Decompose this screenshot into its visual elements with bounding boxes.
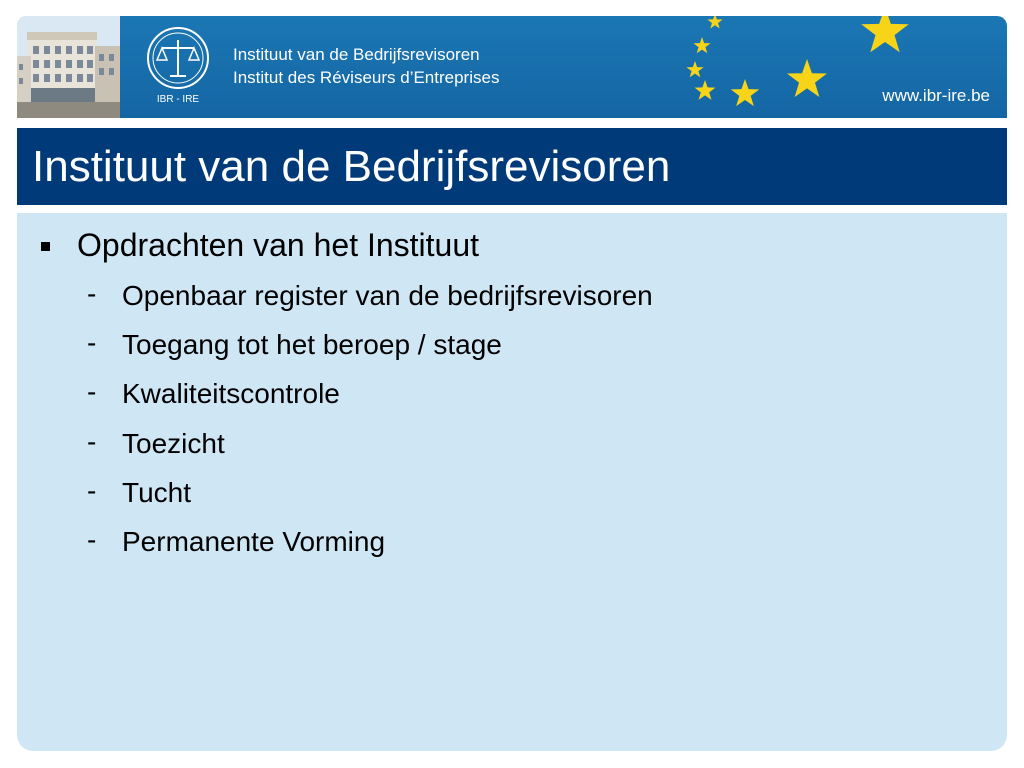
logo-label: IBR - IRE [156, 94, 200, 105]
list-item-text: Tucht [122, 476, 191, 508]
sub-list [87, 277, 653, 572]
content-panel [17, 213, 1007, 751]
org-name [233, 43, 499, 89]
org-name-fr: Institut des Réviseurs d’Entreprises [233, 68, 500, 87]
square-bullet-icon [41, 242, 50, 251]
org-name-nl: Instituut van de Bedrijfsrevisoren [233, 45, 480, 64]
list-item-text: Openbaar register van de bedrijfsrevisoren [122, 280, 653, 311]
dash-bullet-icon: - [87, 425, 97, 457]
eu-stars-icon [657, 16, 917, 118]
list-item-text: Toezicht [122, 427, 225, 459]
building-photo [17, 16, 120, 118]
list-item-text: Toegang tot het beroep / stage [122, 329, 502, 361]
list-item [87, 375, 653, 424]
list-item-text: Permanente Vorming [122, 525, 386, 557]
title-bar [17, 128, 1007, 205]
main-bullet [41, 225, 479, 265]
list-item [87, 523, 653, 572]
dash-bullet-icon: - [87, 474, 97, 506]
list-item [87, 326, 653, 375]
list-item-text: Kwaliteitscontrole [122, 378, 340, 410]
header-banner [17, 16, 1007, 118]
dash-bullet-icon: - [87, 523, 97, 555]
list-item [87, 425, 653, 474]
website-url[interactable]: www.ibr-ire.be [882, 86, 990, 105]
main-bullet-text: Opdrachten van het Instituut [77, 227, 480, 263]
slide-title: Instituut van de Bedrijfsrevisoren [32, 142, 671, 191]
ibr-scales-logo [144, 22, 212, 112]
dash-bullet-icon: - [87, 376, 97, 408]
dash-bullet-icon: - [87, 278, 97, 309]
dash-bullet-icon: - [87, 327, 97, 359]
list-item [87, 474, 653, 523]
list-item [87, 277, 653, 326]
